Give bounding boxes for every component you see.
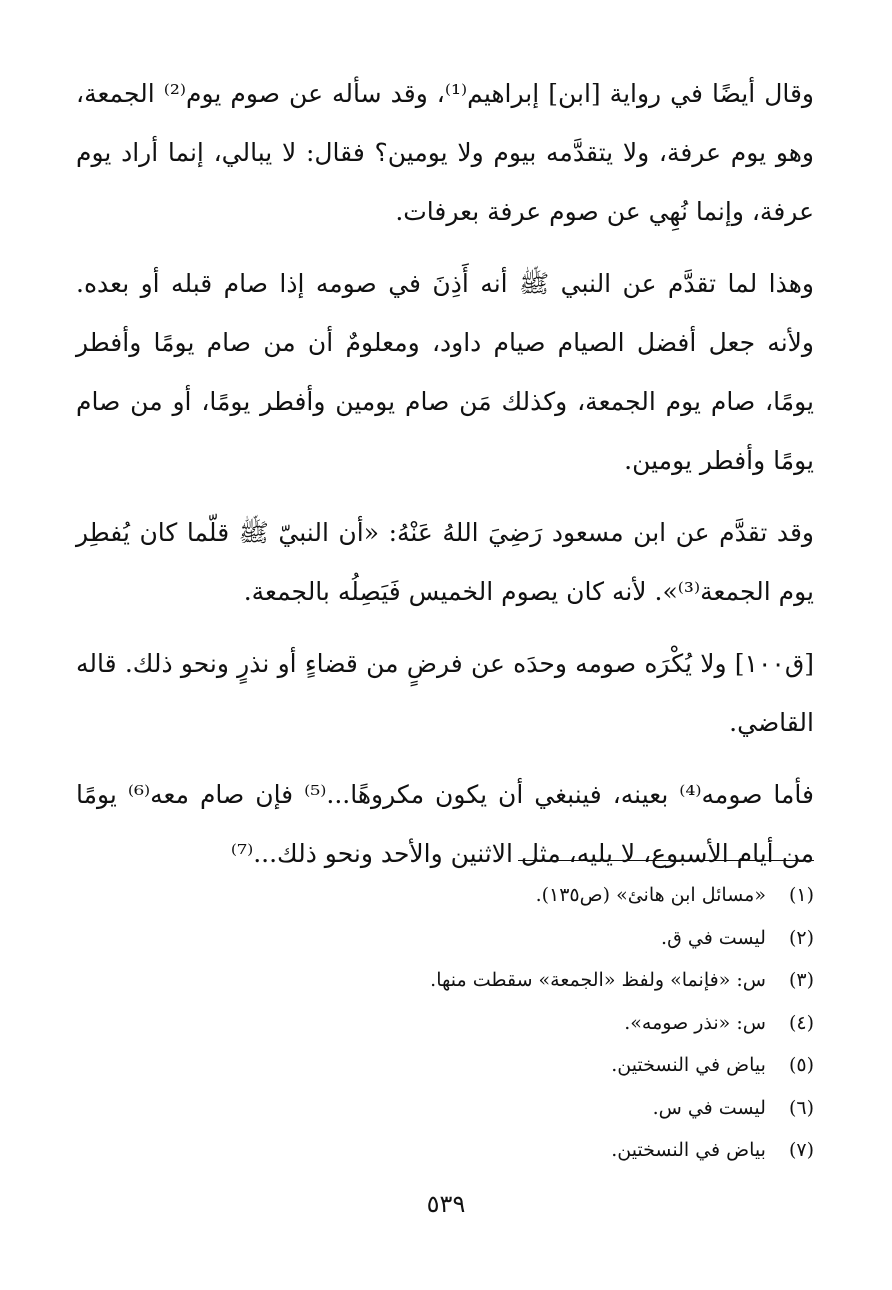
footnotes-list [76,874,814,1172]
paragraph-2: وهذا لما تقدَّم عن النبي ﷺ أنه أَذِنَ في صومه إذا صام قبله أو بعده. ولأنه جعل أفضل الصيام صيام داود، ومعلومٌ أن من صام يومًا وأفطر يومًا، صام يوم الجمعة، وكذلك مَن صام يومين وأفطر يومًا، أو من صام يومًا وأفطر يومين. [76,269,814,475]
footnote-text: ليست في ق. [661,926,766,949]
footnote-item [76,1002,814,1045]
footnote-text: بياض في النسختين. [611,1139,766,1161]
footnote-text: س: «نذر صومه». [624,1011,766,1034]
footnote-text: س: «فإنما» ولفظ «الجمعة» سقطت منها. [430,969,766,991]
footnote-item [76,917,814,960]
footnote-item [76,1129,814,1172]
footnote-divider [518,860,814,861]
footnote-number: (٥) [788,1054,814,1076]
paragraph-5: فأما صومه⁽⁴⁾ بعينه، فينبغي أن يكون مكروهًا...⁽⁵⁾ فإن صام معه⁽⁶⁾ يومًا من أيام الأسبوع، لا يليه، مثل الاثنين والأحد ونحو ذلك...⁽⁷⁾ [76,780,814,868]
footnote-number: (٢) [788,926,814,949]
paragraph-3: وقد تقدَّم عن ابن مسعود رَضِيَ اللهُ عَنْهُ: «أن النبيّ ﷺ قلّما كان يُفطِر يوم الجمعة⁽³⁾». لأنه كان يصوم الخميس فَيَصِلُه بالجمعة. [76,518,814,606]
footnote-number: (٦) [788,1096,814,1119]
footnote-number: (٣) [788,969,814,991]
footnote-number: (٤) [788,1011,814,1034]
footnote-text: «مسائل ابن هانئ» (ص١٣٥). [535,884,766,906]
paragraph-1: وقال أيضًا في رواية [ابن] إبراهيم⁽¹⁾، وقد سأله عن صوم يوم⁽²⁾ الجمعة، وهو يوم عرفة، ولا يتقدَّمه بيوم ولا يومين؟ فقال: لا يبالي، إنما أراد يوم عرفة، وإنما نُهِي عن صوم عرفة بعرفات. [76,79,814,226]
footnote-item [76,1087,814,1130]
footnote-number: (١) [788,884,814,906]
footnote-text: ليست في س. [652,1096,766,1119]
footnote-item [76,959,814,1002]
footnote-number: (٧) [788,1139,814,1161]
main-text [76,64,814,896]
footnote-item [76,874,814,917]
footnote-text: بياض في النسختين. [611,1054,766,1076]
page-number: ٥٣٩ [426,1190,466,1218]
footnote-item [76,1044,814,1087]
paragraph-4: [ق١٠٠] ولا يُكْرَه صومه وحدَه عن فرضٍ من قضاءٍ أو نذرٍ ونحو ذلك. قاله القاضي. [76,649,814,737]
